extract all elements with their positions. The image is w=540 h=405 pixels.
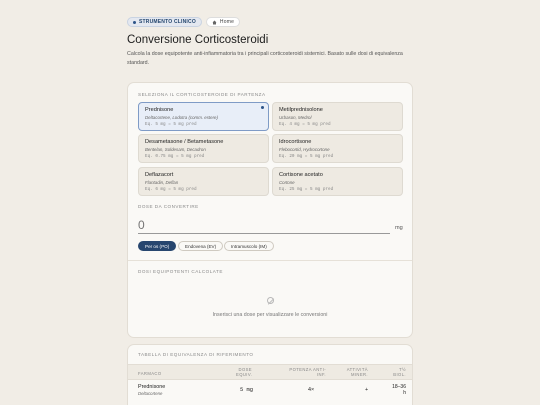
drug-name: Deflazacort (145, 172, 174, 178)
th-halflife-line2: BIOL. (393, 372, 406, 377)
drug-equivalence: Eq. 5 mg = 5 mg pred (145, 122, 197, 127)
table-label: TABELLA DI EQUIVALENZA DI RIFERIMENTO (138, 352, 254, 357)
drug-name: Cortisone acetato (279, 172, 323, 178)
th-mineral (344, 367, 368, 377)
drug-name: Idrocortisone (279, 139, 312, 145)
drug-equivalence: Eq. 4 mg = 5 mg pred (279, 122, 331, 127)
drug-equivalence: Eq. 0.75 mg = 5 mg pred (145, 154, 205, 159)
home-icon (212, 20, 217, 25)
home-link[interactable] (206, 17, 240, 27)
drug-option-desametasone[interactable] (138, 134, 269, 163)
row-mineral: + (365, 387, 369, 393)
drug-equivalence: Eq. 25 mg = 5 mg pred (279, 187, 334, 192)
drug-option-prednisone[interactable] (138, 102, 269, 131)
th-dose-line1: DOSE (238, 367, 252, 372)
drug-name: Prednisone (145, 107, 174, 113)
drug-option-deflazacort[interactable] (138, 167, 269, 196)
dose-unit: mg (395, 225, 403, 231)
home-link-label: Home (219, 19, 235, 25)
dose-input[interactable] (138, 216, 390, 234)
row-halflife (390, 384, 406, 396)
tool-badge (127, 17, 202, 27)
page-description: Calcola la dose equipotente anti-infiammatoria tra i principali corticosteroidi sistemici. Basato sulle dosi di equivalenza standard. (127, 51, 403, 66)
drug-alias: Deltacortene, Lodotra (comm. estere) (145, 115, 218, 120)
converter-card (127, 82, 413, 338)
dose-label: DOSE DA CONVERTIRE (138, 204, 199, 209)
badge-dot-icon (133, 21, 136, 24)
empty-circle-icon (267, 297, 274, 304)
row-potency: 4× (308, 387, 315, 393)
th-halflife (390, 367, 406, 377)
drug-name: Desametasone / Betametasone (145, 139, 224, 145)
drug-alias: Cortone (279, 180, 295, 185)
tool-badge-label: STRUMENTO CLINICO (139, 19, 196, 25)
table-header (128, 364, 412, 380)
section-divider (128, 260, 412, 261)
reference-table-card (127, 344, 413, 405)
results-label: DOSI EQUIPOTENTI CALCOLATE (138, 269, 223, 274)
route-po-button[interactable]: Per os (PO) (138, 241, 176, 251)
th-dose (236, 367, 252, 377)
th-mineral-line2: MINER. (350, 372, 368, 377)
route-ev-button[interactable]: Endovena (EV) (178, 241, 223, 251)
results-empty-text: Inserisci una dose per visualizzare le conversioni (212, 312, 328, 318)
page-title: Conversione Corticosteroidi (127, 34, 269, 46)
drug-equivalence: Eq. 20 mg = 5 mg pred (279, 154, 334, 159)
th-potency (286, 367, 326, 377)
th-potency-line1: POTENZA ANTI- (289, 367, 326, 372)
th-dose-line2: EQUIV. (236, 372, 253, 377)
row-drug-name: Prednisone (138, 384, 166, 390)
drug-option-idrocortisone[interactable] (272, 134, 403, 163)
th-halflife-line1: T½ (399, 367, 406, 372)
drug-option-metilprednisolone[interactable] (272, 102, 403, 131)
route-im-button[interactable]: Intramuscolo (IM) (224, 241, 274, 251)
selector-label: SELEZIONA IL CORTICOSTEROIDE DI PARTENZA (138, 92, 266, 97)
th-mineral-line1: ATTIVITÀ (346, 367, 368, 372)
drug-alias: Urbason, Medrol (279, 115, 312, 120)
th-potency-line2: INF. (316, 372, 326, 377)
header-pills (127, 17, 240, 27)
selected-indicator-icon (261, 106, 264, 109)
row-dose: 5 mg (240, 387, 253, 393)
drug-alias: Flantadin, Deflan (145, 180, 179, 185)
row-halflife-line1: 18–36 (392, 384, 406, 390)
drug-name: Metilprednisolone (279, 107, 323, 113)
drug-equivalence: Eq. 6 mg = 5 mg pred (145, 187, 197, 192)
row-drug-alias: Deltacortene (138, 391, 163, 396)
drug-alias: Bentelan, Soldesam, Decadron (145, 147, 206, 152)
drug-alias: Flebocortid, Hydrocortone (279, 147, 330, 152)
row-halflife-line2: h (403, 390, 406, 396)
drug-option-cortisone-acetato[interactable] (272, 167, 403, 196)
th-drug: FARMACO (138, 371, 162, 376)
